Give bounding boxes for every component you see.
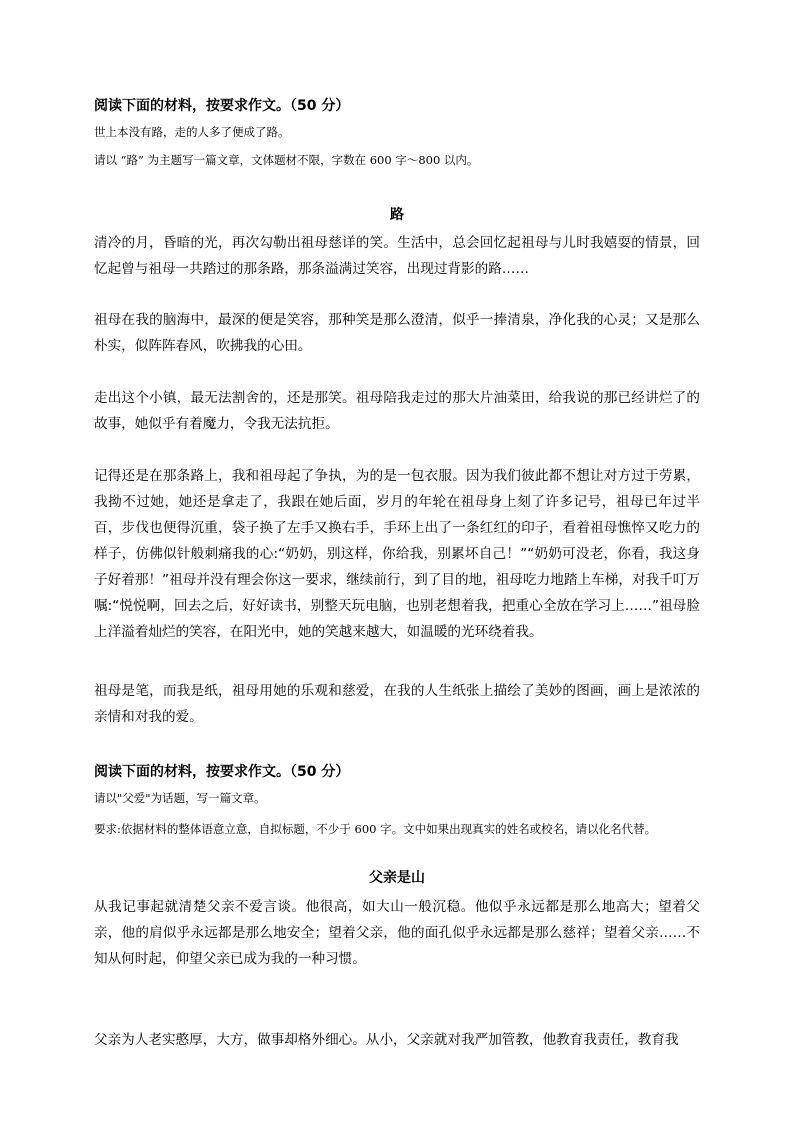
part1-paragraph-4: 记得还是在那条路上，我和祖母起了争执，为的是一包衣服。因为我们彼此都不想让对方过于劳累，我拗不过她，她还是拿走了，我跟在她后面，岁月的年轮在祖母身上刻了许多记号，祖母已年过半百，步伐也便得沉重，袋子换了左手又换右手，手环上出了一条红红的印子，看着祖母憔悴又吃力的样子，仿佛似针般刺痛我的心:“奶奶，别这样，你给我，别累坏自己！”“奶奶可没老，你看，我这身子好着那！”祖母并没有理会你这一要求，继续前行，到了目的地，祖母吃力地踏上车梯，对我千叮万嘱:“悦悦啊，回去之后，好好读书，别整天玩电脑，也别老想着我，把重心全放在学习上……”祖母脸上洋溢着灿烂的笑容，在阳光中，她的笑越来越大，如温暖的光环绕着我。 bbox=[94, 468, 700, 640]
part1-instruction: 请以 “路” 为主题写一篇文章，文体题材不限，字数在 600 字～800 以内。 bbox=[94, 153, 479, 167]
part2-requirement: 要求:依据材料的整体语意立意，自拟标题，不少于 600 字。文中如果出现真实的姓名或校名，请以化名代替。 bbox=[94, 822, 657, 836]
part2-material: 请以"父爱"为话题，写一篇文章。 bbox=[94, 791, 266, 805]
part2-heading: 阅读下面的材料，按要求作文。（50 分） bbox=[94, 764, 350, 780]
part1-paragraph-5: 祖母是笔，而我是纸，祖母用她的乐观和慈爱，在我的人生纸张上描绘了美妙的图画，画上是浓浓的亲情和对我的爱。 bbox=[94, 683, 700, 725]
part1-essay-title: 路 bbox=[390, 207, 404, 223]
part2-paragraph-1: 从我记事起就清楚父亲不爱言谈。他很高，如大山一般沉稳。他似乎永远都是那么地高大；望着父亲，他的肩似乎永远都是那么地安全；望着父亲，他的面孔似乎永远都是那么慈祥；望着父亲……不知从何时起，仰望父亲已成为我的一种习惯。 bbox=[94, 899, 700, 967]
part2-essay-title: 父亲是山 bbox=[369, 870, 425, 886]
part1-paragraph-3: 走出这个小镇，最无法割舍的，还是那笑。祖母陪我走过的那大片油菜田，给我说的那已经讲烂了的故事，她似乎有着魔力，令我无法抗拒。 bbox=[94, 390, 700, 432]
part1-paragraph-1: 清冷的月，昏暗的光，再次勾勒出祖母慈详的笑。生活中，总会回忆起祖母与儿时我嬉耍的情景，回忆起曾与祖母一共踏过的那条路，那条溢满过笑容，出现过背影的路…… bbox=[94, 235, 700, 277]
part1-material: 世上本没有路，走的人多了便成了路。 bbox=[94, 125, 290, 139]
part1-heading: 阅读下面的材料，按要求作文。（50 分） bbox=[94, 98, 350, 114]
part1-paragraph-2: 祖母在我的脑海中，最深的便是笑容，那种笑是那么澄清，似乎一捧清泉，净化我的心灵；又是那么朴实，似阵阵春风，吹拂我的心田。 bbox=[94, 312, 700, 354]
part2-paragraph-2: 父亲为人老实憨厚，大方，做事却格外细心。从小，父亲就对我严加管教，他教育我责任，教育我 bbox=[94, 1032, 679, 1048]
